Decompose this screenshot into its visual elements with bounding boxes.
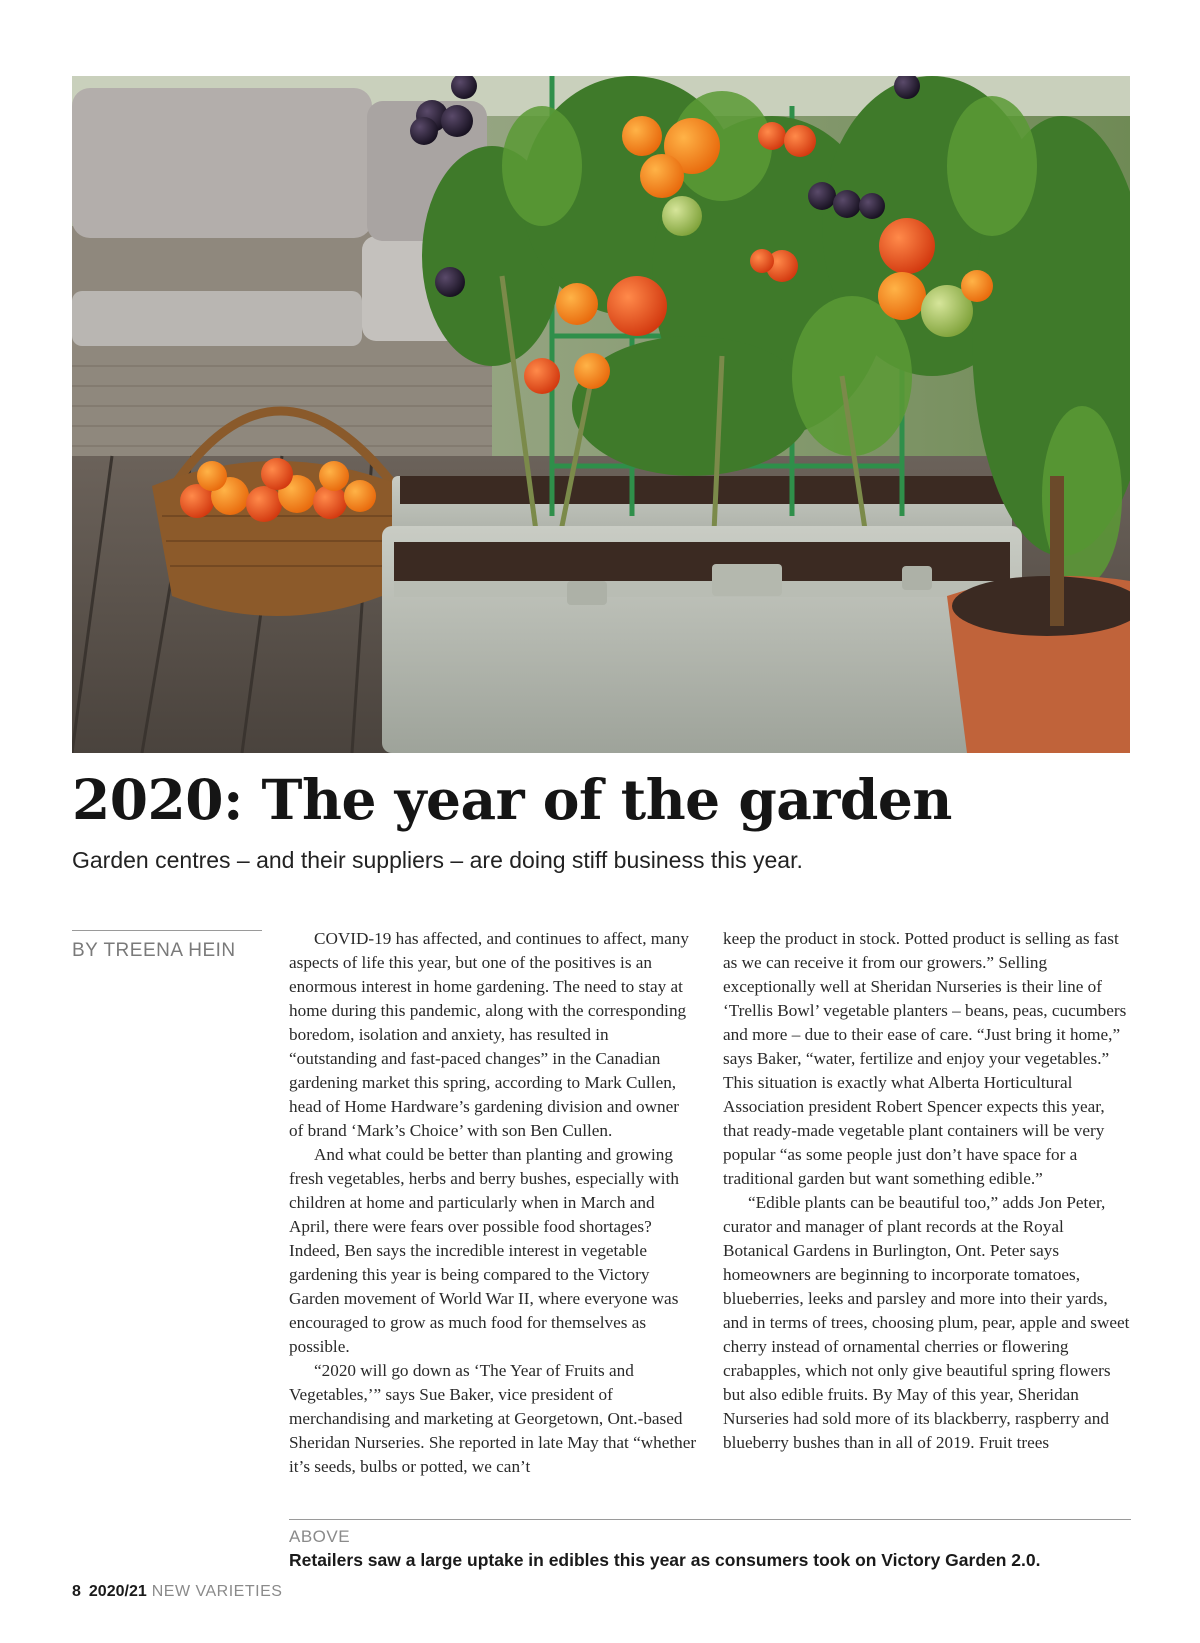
byline-rule — [72, 930, 262, 931]
body-column-2 — [723, 927, 1131, 1455]
publication-name: NEW VARIETIES — [151, 1583, 283, 1600]
paragraph: “2020 will go down as ‘The Year of Fruits and Vegetables,’” says Sue Baker, vice president of merchandising and marketing at Georgetown, Ont.-based Sheridan Nurseries. She reported in late May that “whether it’s seeds, bulbs or potted, we can’t — [289, 1361, 697, 1476]
issue-year: 2020/21 — [88, 1583, 147, 1600]
paragraph: keep the product in stock. Potted product is selling as fast as we can receive it from our growers.” Selling exceptionally well at Sheridan Nurseries is their line of ‘Trellis Bowl’ vegetable planters – beans, peas, cucumbers and more – due to their ease of care. “Just bring it home,” says Baker, “water, fertilize and enjoy your vegetables.” This situation is exactly what Alberta Horticultural Association president Robert Spencer expects this year, that ready-made vegetable plant containers will be very popular “as some people just don’t have space for a traditional garden but want something edible.” — [723, 929, 1127, 1188]
page-number: 8 — [72, 1583, 81, 1600]
paragraph: “Edible plants can be beautiful too,” adds Jon Peter, curator and manager of plant records at the Royal Botanical Gardens in Burlington, Ont. Peter says homeowners are beginning to incorporate tomatoes, blueberries, leeks and parsley and more into their yards, and in terms of trees, choosing plum, pear, apple and sweet cherry instead of ornamental cherries or flowering crabapples, which not only give beautiful spring flowers but also edible fruits. By May of this year, Sheridan Nurseries had sold more of its blackberry, raspberry and blueberry bushes than in all of 2019. Fruit trees — [723, 1193, 1130, 1452]
body-column-1 — [289, 927, 697, 1479]
garden-photo — [72, 76, 1130, 753]
paragraph: COVID-19 has affected, and continues to affect, many aspects of life this year, but one of the positives is an enormous interest in home gardening. The need to stay at home during this pandemic, along with the corresponding boredom, isolation and anxiety, has resulted in “outstanding and fast-paced changes” in the Canadian gardening market this spring, according to Mark Cullen, head of Home Hardware’s gardening division and owner of brand ‘Mark’s Choice’ with son Ben Cullen. — [289, 929, 689, 1140]
caption-rule — [289, 1519, 1131, 1520]
page-folio — [72, 1583, 282, 1601]
deck-subtitle: Garden centres – and their suppliers – are doing stiff business this year. — [72, 847, 803, 873]
byline: BY TREENA HEIN — [72, 940, 236, 961]
headline: 2020: The year of the garden — [72, 767, 952, 832]
garden-photo-illustration — [72, 76, 1130, 753]
paragraph: And what could be better than planting and growing fresh vegetables, herbs and berry bushes, especially with children at home and particularly when in March and April, there were fears over possible food shortages? Indeed, Ben says the incredible interest in vegetable gardening this year is being compared to the Victory Garden movement of World War II, where everyone was encouraged to grow as much food for themselves as possible. — [289, 1145, 679, 1356]
caption-text: Retailers saw a large uptake in edibles this year as consumers took on Victory Garden 2.0. — [289, 1550, 1041, 1570]
caption-label: ABOVE — [289, 1527, 351, 1546]
